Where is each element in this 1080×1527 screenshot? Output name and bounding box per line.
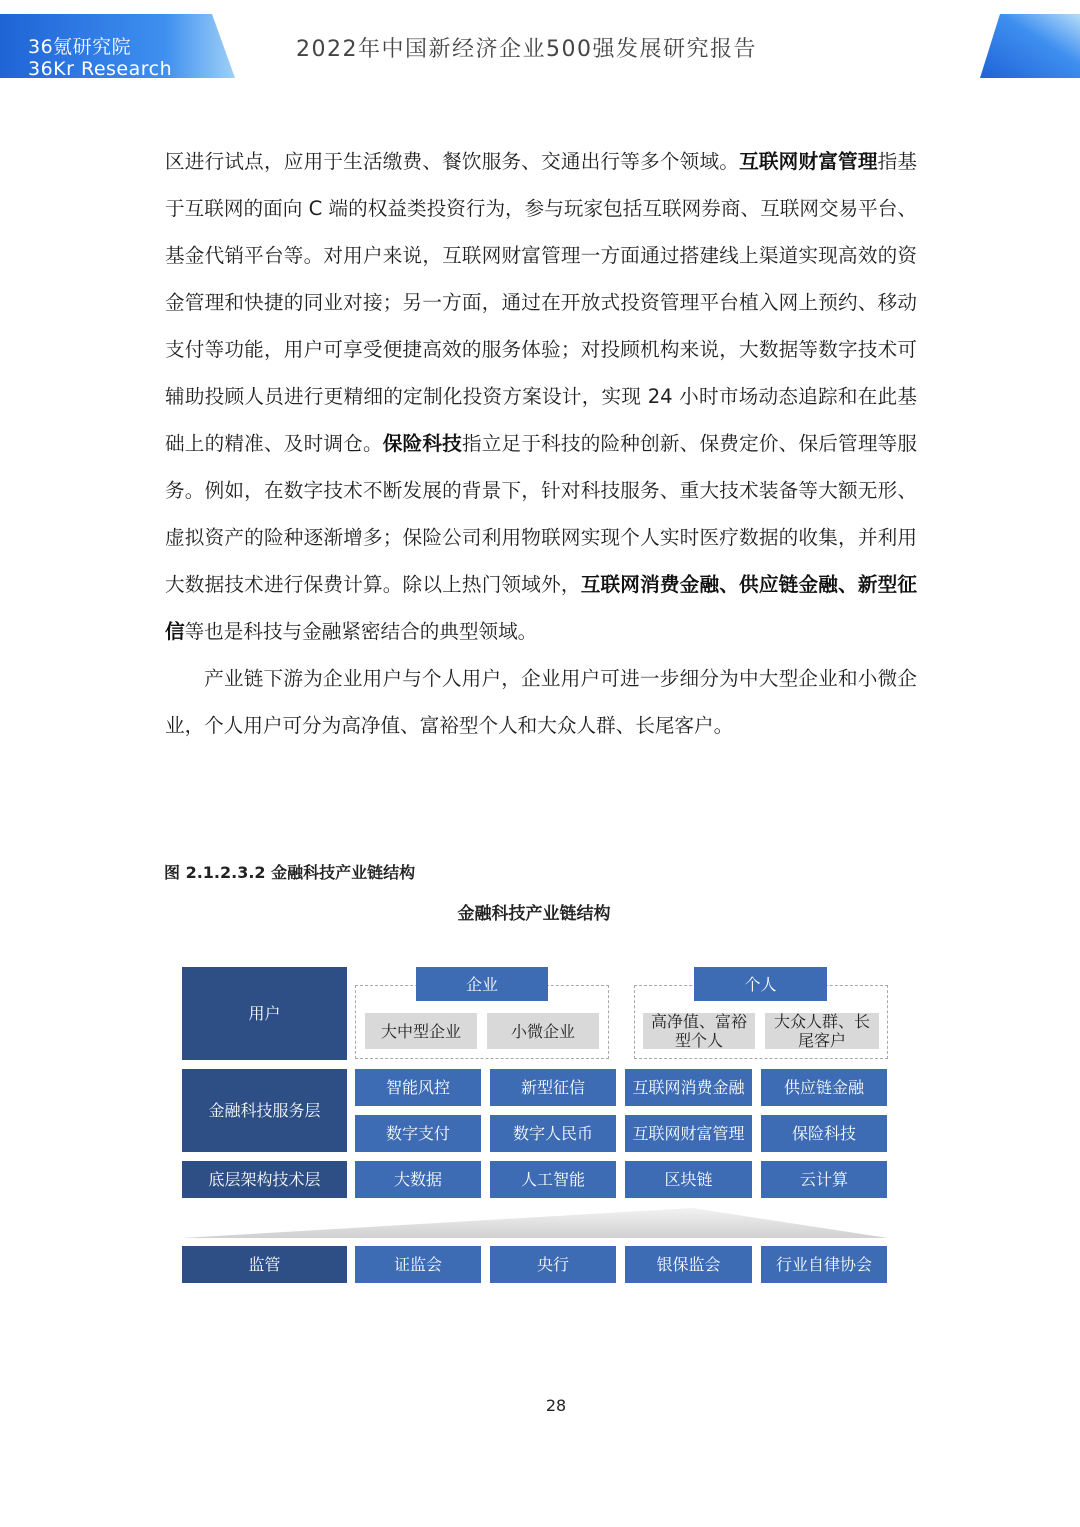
regulator-item: 银保监会 <box>625 1246 752 1283</box>
brand-logo-text <box>28 36 172 80</box>
text-span: 区进行试点，应用于生活缴费、餐饮服务、交通出行等多个领域。 <box>165 150 740 173</box>
text-span: 指基于互联网的面向 C 端的权益类投资行为，参与玩家包括互联网券商、互联网交易平台、基金代销平台等。对用户来说，互联网财富管理一方面通过搭建线上渠道实现高效的资金管理和快捷的同业对接；另一方面，通过在开放式投资管理平台植入网上预约、移动支付等功能，用户可享受便捷高效的服务体验；对投顾机构来说，大数据等数字技术可辅助投顾人员进行更精细的定制化投资方案设计，实现 24 小时市场动态追踪和在此基础上的精准、及时调仓。 <box>165 150 918 455</box>
diagram-title-text: 金融科技产业链结构 <box>457 904 611 924</box>
bold-term: 保险科技 <box>382 432 462 455</box>
layer-label-regulation: 监管 <box>182 1246 347 1283</box>
brand-cn: 36氪研究院 <box>28 36 132 58</box>
corner-shape <box>980 14 1080 78</box>
bold-term: 互联网财富管理 <box>739 150 878 173</box>
tech-item: 人工智能 <box>490 1161 616 1198</box>
header-brand-banner <box>0 14 235 78</box>
regulator-item: 央行 <box>490 1246 616 1283</box>
header-corner-decoration <box>980 14 1080 78</box>
service-item: 数字人民币 <box>490 1115 616 1152</box>
report-title: 2022年中国新经济企业500强发展研究报告 <box>296 37 757 62</box>
regulator-item: 证监会 <box>355 1246 481 1283</box>
figure-caption: 图 2.1.2.3.2 金融科技产业链结构 <box>164 863 416 882</box>
layer-label-users: 用户 <box>182 967 347 1060</box>
enterprise-item: 大中型企业 <box>365 1013 477 1049</box>
enterprise-item: 小微企业 <box>487 1013 599 1049</box>
layer-separator-shape <box>182 1206 888 1240</box>
text-span: 指立足于科技的险种创新、保费定价、保后管理等服务。例如，在数字技术不断发展的背景下，针对科技服务、重大技术装备等大额无形、虚拟资产的险种逐渐增多；保险公司利用物联网实现个人实时医疗数据的收集，并利用大数据技术进行保费计算。除以上热门领域外， <box>165 432 918 596</box>
service-item: 互联网消费金融 <box>625 1069 752 1106</box>
layer-label-service: 金融科技服务层 <box>182 1069 347 1152</box>
service-item: 保险科技 <box>761 1115 887 1152</box>
service-item: 智能风控 <box>355 1069 481 1106</box>
service-item: 新型征信 <box>490 1069 616 1106</box>
layer-label-tech: 底层架构技术层 <box>182 1161 347 1198</box>
diagram-title <box>0 899 1080 924</box>
body-text <box>165 138 917 749</box>
page-number-text: 28 <box>545 1396 567 1415</box>
service-item: 数字支付 <box>355 1115 481 1152</box>
tech-item: 大数据 <box>355 1161 481 1198</box>
service-item: 供应链金融 <box>761 1069 887 1106</box>
individual-header: 个人 <box>694 967 827 1001</box>
paragraph-fintech-fields <box>165 138 917 655</box>
enterprise-header: 企业 <box>416 967 548 1001</box>
page-number <box>0 1396 1080 1415</box>
service-item: 互联网财富管理 <box>625 1115 752 1152</box>
brand-en: 36Kr Research <box>28 58 173 80</box>
tech-item: 区块链 <box>625 1161 752 1198</box>
paragraph-downstream: 产业链下游为企业用户与个人用户，企业用户可进一步细分为中大型企业和小微企业，个人用户可分为高净值、富裕型个人和大众人群、长尾客户。 <box>165 667 917 737</box>
individual-item: 大众人群、长尾客户 <box>765 1013 879 1049</box>
text-span: 等也是科技与金融紧密结合的典型领域。 <box>184 620 538 643</box>
tech-item: 云计算 <box>761 1161 887 1198</box>
regulator-item: 行业自律协会 <box>761 1246 887 1283</box>
individual-item: 高净值、富裕型个人 <box>643 1013 755 1049</box>
bold-term: 互联网消费金融、供应链金融、新型征信 <box>165 573 918 643</box>
